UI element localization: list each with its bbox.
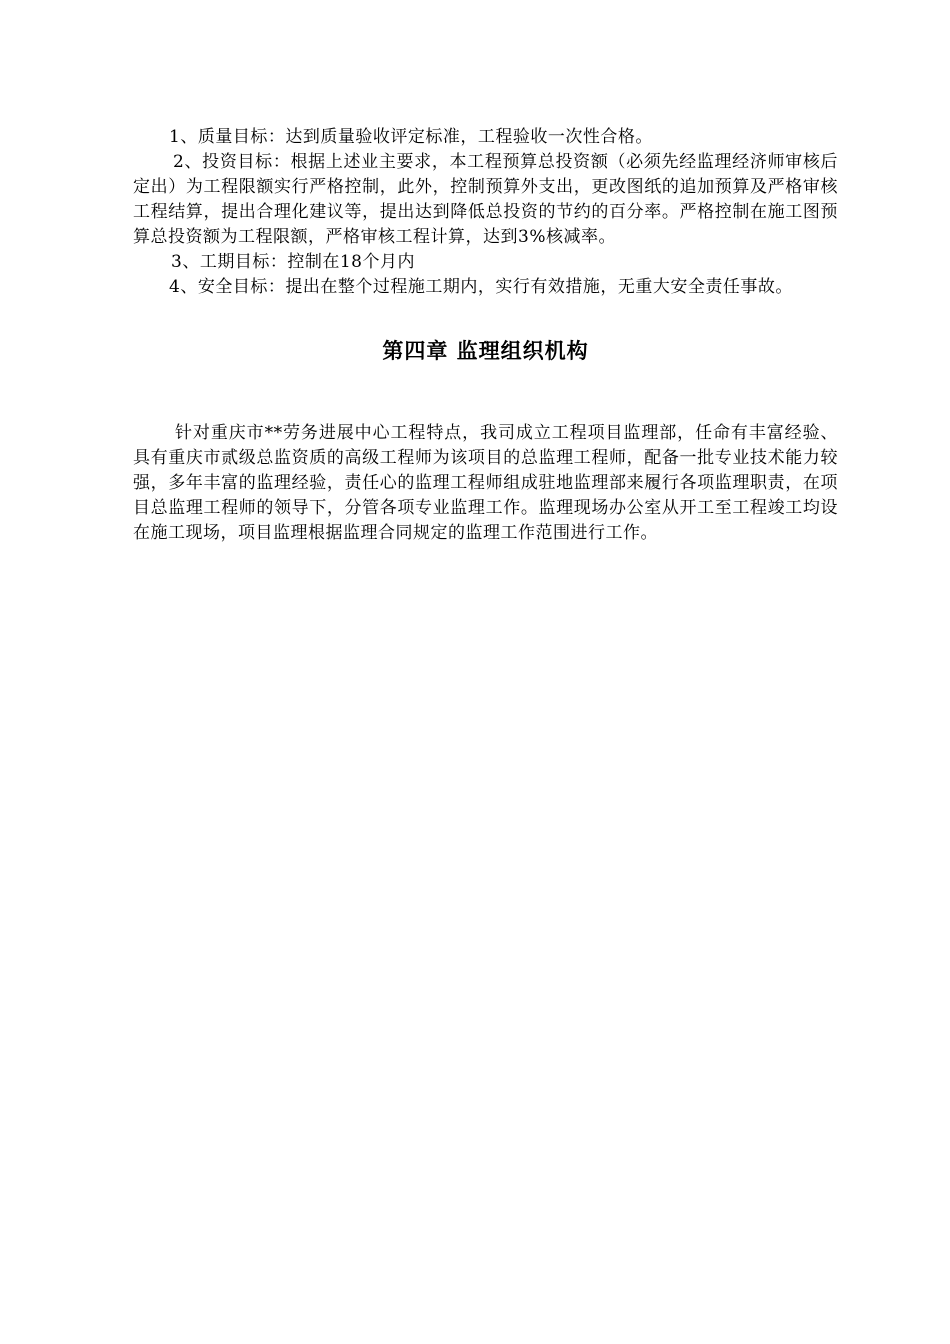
goal-quality: 1、质量目标：达到质量验收评定标准，工程验收一次性合格。 — [169, 127, 653, 147]
goal-investment: 2、投资目标：根据上述业主要求，本工程预算总投资额（必须先经监理经济师审核后定出）为工程限额实行严格控制，此外，控制预算外支出，更改图纸的追加预算及严格审核工程结算，提出合理化建议等，提出达到降低总投资的节约的百分率。严格控制在施工图预算总投资额为工程限额，严格审核工程计算，达到3%核减率。 — [133, 152, 838, 247]
chapter-body: 针对重庆市**劳务进展中心工程特点，我司成立工程项目监理部，任命有丰富经验、具有重庆市贰级总监资质的高级工程师为该项目的总监理工程师，配备一批专业技术能力较强，多年丰富的监理经验，责任心的监理工程师组成驻地监理部来履行各项监理职责，在项目总监理工程师的领导下，分管各项专业监理工作。监理现场办公室从开工至工程竣工均设在施工现场，项目监理根据监理合同规定的监理工作范围进行工作。 — [133, 423, 838, 543]
chapter-section — [133, 421, 838, 546]
goal-schedule: 3、工期目标：控制在18个月内 — [171, 252, 415, 272]
page-content — [133, 125, 838, 546]
goal-safety: 4、安全目标：提出在整个过程施工期内，实行有效措施，无重大安全责任事故。 — [169, 277, 793, 297]
chapter-title: 第四章 监理组织机构 — [382, 339, 589, 363]
